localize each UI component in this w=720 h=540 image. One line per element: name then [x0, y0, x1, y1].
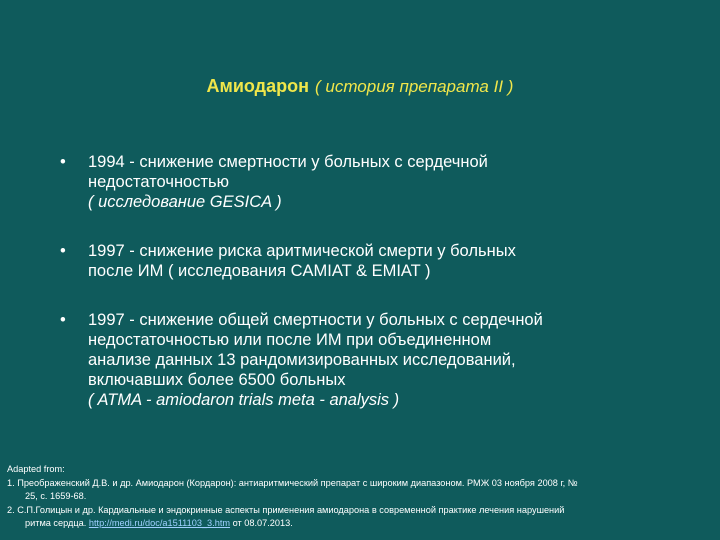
- references: [7, 463, 715, 531]
- bullet-list: [60, 152, 680, 410]
- bullet-text-line: 1997 - снижение риска аритмической смерти у больных: [88, 242, 516, 260]
- reference-2-date: от 08.07.2013.: [232, 518, 293, 528]
- bullet-marker: •: [60, 242, 66, 260]
- reference-2-link[interactable]: http://medi.ru/doc/a1511103_3.htm: [88, 518, 231, 528]
- bullet-text-line: недостаточностью: [88, 173, 230, 191]
- bullet-text-line: анализе данных 13 рандомизированных исследований,: [88, 351, 516, 369]
- slide-title-main: Амиодарон: [206, 76, 309, 96]
- reference-1-line-2: 25, с. 1659-68.: [25, 491, 87, 501]
- bullet-text-line: недостаточностью или после ИМ при объединенном: [88, 331, 492, 349]
- bullet-text-line: ( ATMA - amiodaron trials meta - analysis ): [88, 391, 400, 409]
- bullet-text-line: 1994 - снижение смертности у больных с сердечной: [88, 153, 488, 171]
- bullet-item: [60, 310, 680, 410]
- bullet-text-line: включавших более 6500 больных: [88, 371, 346, 389]
- bullet-marker: •: [60, 311, 66, 329]
- reference-2-line-2: [7, 517, 715, 531]
- slide-title-subtitle: ( история препарата II ): [314, 77, 514, 96]
- slide-title: [0, 76, 720, 97]
- reference-2-line-1: 2. С.П.Голицын и др. Кардиальные и эндокринные аспекты применения амиодарона в современной практике лечения нарушений: [7, 504, 565, 515]
- bullet-text-line: ( исследование GESICA ): [88, 193, 282, 211]
- reference-1-line-1: 1. Преображенский Д.В. и др. Амиодарон (Кордарон): антиаритмический препарат с широким диапазоном. РМЖ 03 ноября 2008 г, №: [7, 477, 578, 488]
- bullet-item: [60, 241, 680, 281]
- bullet-text-line: после ИМ ( исследования CAMIAT & EMIAT ): [88, 262, 431, 280]
- bullet-marker: •: [60, 153, 66, 171]
- bullet-item: [60, 152, 680, 212]
- references-heading: Adapted from:: [7, 464, 65, 474]
- reference-2-text: ритма сердца.: [25, 518, 87, 528]
- bullet-text-line: 1997 - снижение общей смертности у больных с сердечной: [88, 311, 543, 329]
